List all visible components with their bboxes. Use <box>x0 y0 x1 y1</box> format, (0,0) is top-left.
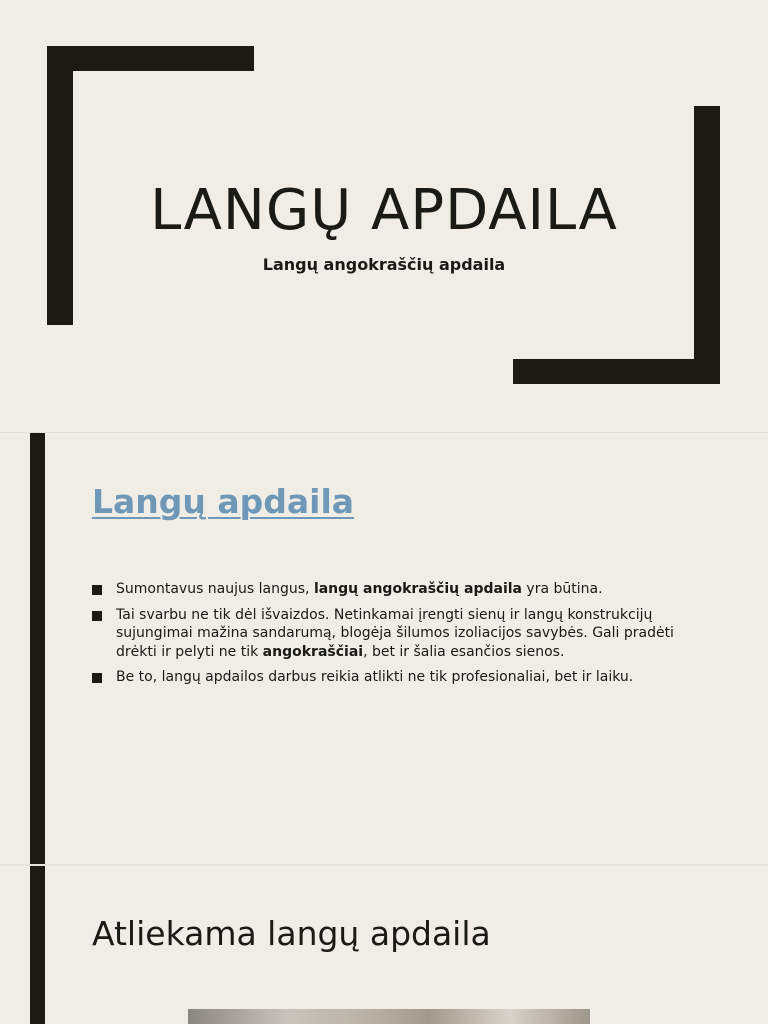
title-slide <box>0 0 768 432</box>
side-accent-bar <box>30 866 45 1024</box>
bullet-text: Tai svarbu ne tik dėl išvaizdos. Netinkamai įrengti sienų ir langų konstrukcijų sujungimai mažina sandarumą, blogėja šilumos izoliacijos savybės. Gali pradėti drėkti ir pelyti ne tik <box>116 606 674 660</box>
slide-title: LANGŲ APDAILA <box>150 178 618 243</box>
slide-divider <box>0 864 768 866</box>
bullet-text: Sumontavus naujus langus, <box>116 581 314 597</box>
square-bullet-icon <box>92 673 102 683</box>
bullet-text: Be to, langų apdailos darbus reikia atlikti ne tik profesionaliai, bet ir laiku. <box>116 669 634 685</box>
bullet-bold-text: angokraščiai <box>262 643 364 660</box>
bullet-text: yra būtina. <box>521 581 603 597</box>
corner-bracket-bottom-right-horizontal <box>513 359 720 384</box>
bullet-item <box>92 668 692 687</box>
bullet-text: , bet ir šalia esančios sienos. <box>363 643 565 660</box>
side-accent-bar <box>30 433 45 864</box>
square-bullet-icon <box>92 585 102 595</box>
bullet-item <box>92 580 692 599</box>
slide-divider <box>0 432 768 433</box>
bullet-item <box>92 606 692 662</box>
slide-subtitle: Langų angokraščių apdaila <box>262 255 506 274</box>
window-photo <box>188 1009 590 1024</box>
square-bullet-icon <box>92 611 102 621</box>
bullet-list <box>92 580 692 694</box>
bullet-bold-text: langų angokraščių apdaila <box>313 581 522 597</box>
section-heading: Atliekama langų apdaila <box>92 914 491 953</box>
corner-bracket-top-left-horizontal <box>47 46 254 71</box>
section-heading-link[interactable]: Langų apdaila <box>92 482 355 521</box>
